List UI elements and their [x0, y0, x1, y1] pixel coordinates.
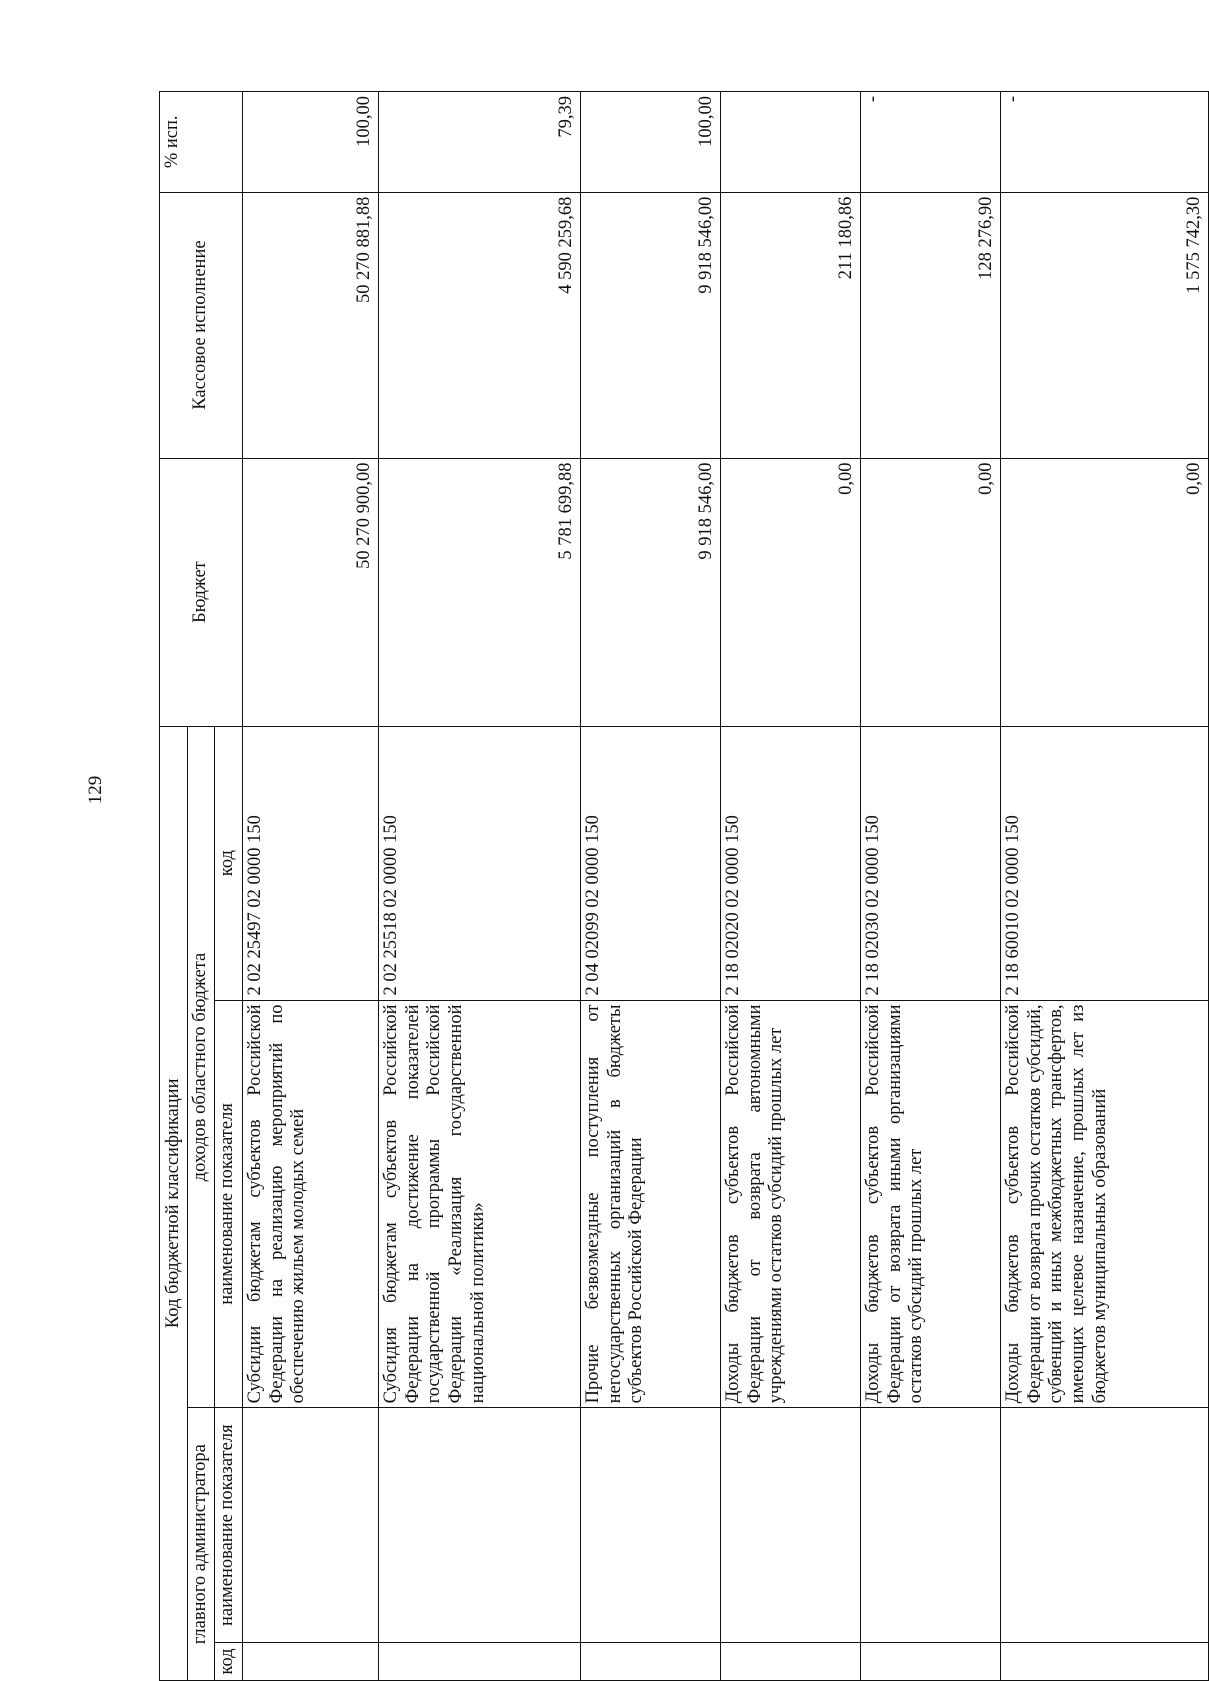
admin-code-cell [580, 1643, 720, 1681]
admin-name-cell [860, 1408, 1000, 1643]
execution-cell: 9 918 546,00 [580, 192, 720, 458]
admin-name-cell [378, 1408, 580, 1643]
income-name-header: наименование показателя [214, 1000, 242, 1408]
income-code-cell: 2 02 25518 02 0000 150 [378, 726, 580, 1000]
table-row [378, 92, 580, 1681]
budget-cell: 0,00 [860, 458, 1000, 726]
header-row-1 [160, 92, 188, 1681]
budget-cell: 5 781 699,88 [378, 458, 580, 726]
admin-code-cell [860, 1643, 1000, 1681]
admin-name-cell [242, 1408, 378, 1643]
admin-code-header: код [214, 1643, 242, 1681]
budget-cell: 9 918 546,00 [580, 458, 720, 726]
percent-cell: - [860, 92, 1000, 193]
income-code-cell: 2 18 60010 02 0000 150 [1000, 726, 1208, 1000]
admin-name-cell [720, 1408, 860, 1643]
table-row [242, 92, 378, 1681]
percent-cell: 100,00 [580, 92, 720, 193]
indicator-name-cell: Доходы бюджетов субъектов Российской Федерации от возврата автономными учреждениями остатков субсидий прошлых лет [720, 1000, 860, 1408]
execution-cell: 50 270 881,88 [242, 192, 378, 458]
indicator-name-cell: Субсидия бюджетам субъектов Российской Федерации на достижение показателей государственной программы Российской Федерации «Реализация государственной национальной политики» [378, 1000, 580, 1408]
execution-header: Кассовое исполнение [160, 192, 243, 458]
admin-code-cell [720, 1643, 860, 1681]
income-code-cell: 2 02 25497 02 0000 150 [242, 726, 378, 1000]
percent-cell: 100,00 [242, 92, 378, 193]
chief-admin-header: главного администратора [188, 1408, 215, 1681]
admin-code-cell [242, 1643, 378, 1681]
income-regional-header: доходов областного бюджета [188, 726, 215, 1408]
execution-cell: 128 276,90 [860, 192, 1000, 458]
percent-cell: - [1000, 92, 1208, 193]
percent-header: % исп. [160, 92, 243, 193]
income-code-cell: 2 04 02099 02 0000 150 [580, 726, 720, 1000]
percent-cell [720, 92, 860, 193]
indicator-name-cell: Прочие безвозмездные поступления от негосударственных организаций в бюджеты субъектов Российской Федерации [580, 1000, 720, 1408]
table-row [1000, 92, 1208, 1681]
admin-name-cell [580, 1408, 720, 1643]
table-row [860, 92, 1000, 1681]
admin-code-cell [1000, 1643, 1208, 1681]
table-row [580, 92, 720, 1681]
execution-cell: 1 575 742,30 [1000, 192, 1208, 458]
table-row [720, 92, 860, 1681]
budget-cell: 0,00 [1000, 458, 1208, 726]
classification-header: Код бюджетной классификации [160, 726, 188, 1680]
percent-cell: 79,39 [378, 92, 580, 193]
indicator-name-cell: Доходы бюджетов субъектов Российской Федерации от возврата прочих остатков субсидий, субвенций и иных межбюджетных трансфертов, имеющих целевое назначение, прошлых лет из бюджетов муниципальных образований [1000, 1000, 1208, 1408]
budget-table [159, 91, 1209, 1681]
budget-header: Бюджет [160, 458, 243, 726]
execution-cell: 211 180,86 [720, 192, 860, 458]
income-code-cell: 2 18 02030 02 0000 150 [860, 726, 1000, 1000]
indicator-name-cell: Доходы бюджетов субъектов Российской Федерации от возврата иными организациями остатков субсидий прошлых лет [860, 1000, 1000, 1408]
admin-name-cell [1000, 1408, 1208, 1643]
budget-cell: 0,00 [720, 458, 860, 726]
budget-table-container [159, 91, 1209, 1681]
admin-code-cell [378, 1643, 580, 1681]
execution-cell: 4 590 259,68 [378, 192, 580, 458]
income-code-header: код [214, 726, 242, 1000]
budget-cell: 50 270 900,00 [242, 458, 378, 726]
income-code-cell: 2 18 02020 02 0000 150 [720, 726, 860, 1000]
page-number: 129 [85, 775, 106, 805]
admin-name-header: наименование показателя [214, 1408, 242, 1643]
indicator-name-cell: Субсидии бюджетам субъектов Российской Федерации на реализацию мероприятий по обеспечению жильем молодых семей [242, 1000, 378, 1408]
